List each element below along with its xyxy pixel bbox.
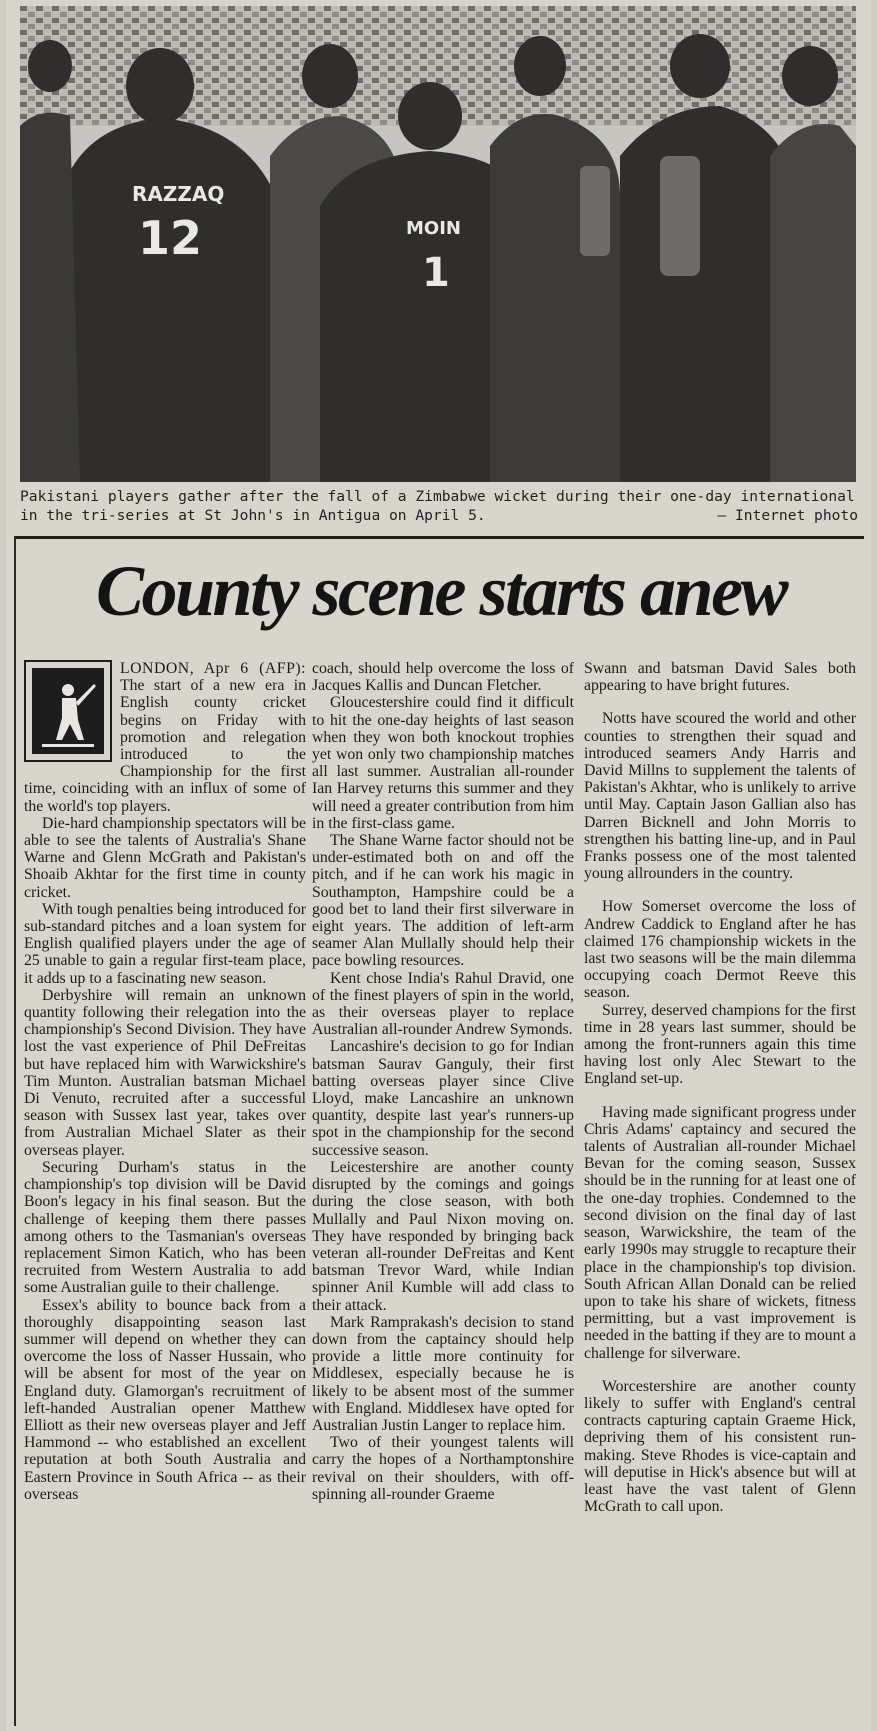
article-headline: County scene starts anew (95, 551, 787, 631)
jersey-center-name: MOIN (406, 218, 461, 239)
paragraph: The Shane Warne factor should not be under-estimated both on and off the pitch, and if he can work his magic in Southampton, Hampshire could be a good bet to land their first silverware in eight years. The addition of left-arm seamer Alan Mullally should help their pace bowling resources. (312, 832, 574, 970)
paragraph: Having made significant progress under Chris Adams' captaincy and secured the talents of Australian all-rounder Michael Bevan for the coming season, Sussex should be in the running for at least one of the one-day trophies. Condemned to the second division on the final day of last season, Warwickshire, the team of the early 1990s may struggle to recapture their place in the championship's top division. South African Allan Donald can be relied upon to take his share of wickets, fitness permitting, but a vast improvement is needed in the batting if they are to mount a challenge for silverware. (584, 1103, 856, 1362)
photo-credit: — Internet photo (717, 507, 858, 524)
paragraph: Leicestershire are another county disrupted by the comings and goings during the close season, with both Mullally and Paul Nixon moving on. They have responded by bringing back veteran all-rounder DeFreitas and Kent batsman Trevor Ward, while Indian spinner Anil Kumble will add class to their attack. (312, 1158, 574, 1314)
newspaper-page (6, 0, 871, 1731)
section-divider (14, 536, 864, 539)
jersey-center-number: 1 (422, 250, 450, 296)
paragraph: Swann and batsman David Sales both appearing to have bright futures. (584, 660, 856, 695)
paragraph: coach, should help overcome the loss of Jacques Kallis and Duncan Fletcher. (312, 660, 574, 695)
paragraph: Two of their youngest talents will carry the hopes of a Northamptonshire revival on their shoulders, with off-spinning all-rounder Graeme (312, 1434, 574, 1503)
paragraph: How Somerset overcome the loss of Andrew Caddick to England after he has claimed 176 championship wickets in the last two seasons will be the main dilemma occupying coach Dermot Reeve this season. (584, 898, 856, 1002)
paragraph: Die-hard championship spectators will be able to see the talents of Australia's Shane Warne and Glenn McGrath and Pakistan's Shoaib Akhtar for the first time in county cricket. (24, 814, 306, 901)
photo-caption (20, 487, 858, 525)
paragraph: Kent chose India's Rahul Dravid, one of the finest players of spin in the world, as their overseas player to replace Australian all-rounder Andrew Symonds. (312, 969, 574, 1039)
caption-text: Pakistani players gather after the fall of a Zimbabwe wicket during their one-day international in the tri-series at St John's in Antigua on April 5. (20, 488, 855, 524)
article-dateline: LONDON, Apr 6 (AFP): (120, 660, 306, 677)
paragraph: Surrey, deserved champions for the first time in 28 years last summer, should be among the front-runners again this time having lost only Alec Stewart to the England set-up. (584, 1001, 856, 1088)
article-column-2 (312, 660, 574, 1722)
paragraph: Notts have scoured the world and other counties to strengthen their squad and introduced seamers Andy Harris and David Millns to supplement the talents of Pakistan's Akhtar, who is unlikely to arrive until May. Captain Jason Gallian also has Darren Bicknell and John Morris to strengthen his batting line-up, and in Paul Franks possess one of the most talented young allrounders in the country. (584, 710, 856, 883)
paragraph: Worcestershire are another county likely to suffer with England's central contracts capturing captain Graeme Hick, depriving them of his consistent run-making. Steve Rhodes is vice-captain and will deputise in Hick's absence but will at least have the vast talent of Glenn McGrath to call upon. (584, 1377, 856, 1516)
news-photo (20, 6, 856, 482)
paragraph: The start of a new era in English county cricket begins on Friday with promotion and relegation introduced to the Championship for the first time, coinciding with an influx of some of the world's top players. (24, 677, 306, 815)
paragraph: Derbyshire will remain an unknown quantity following their relegation into the championship's Second Division. They have lost the vast experience of Phil DeFreitas but have replaced him with Warwickshire's Tim Munton. Australian batsman Michael Di Venuto, recruited after a successful season with Sussex last year, takes over from Australian Michael Slater as their overseas player. (24, 986, 306, 1159)
cricket-players-photo (20, 6, 856, 482)
article-column-3 (584, 660, 856, 1722)
article-column-1 (24, 660, 306, 1722)
paragraph: Mark Ramprakash's decision to stand down from the captaincy should help provide a little more continuity for Middlesex, especially because he is likely to be absent most of the summer with England. Middlesex have opted for Australian Justin Langer to replace him. (312, 1313, 574, 1434)
jersey-left-name: RAZZAQ (132, 182, 225, 206)
jersey-left-number: 12 (138, 211, 203, 265)
paragraph: Gloucestershire could find it difficult to hit the one-day heights of last season when they won both knockout trophies yet won only two championship matches all last summer. Australian all-rounder Ian Harvey returns this summer and they will need a greater contribution from him in the first-class game. (312, 694, 574, 832)
column-border (14, 536, 16, 1726)
cricket-batsman-icon (24, 660, 112, 762)
paragraph: Essex's ability to bounce back from a thoroughly disappointing season last summer will depend on whether they can overcome the loss of Nasser Hussain, who will be absent for most of the year on England duty. Glamorgan's recruitment of left-handed Australian opener Matthew Elliott as their new overseas player and Jeff Hammond -- who established an excellent reputation at both South Australia and Eastern Province in South Africa -- as their overseas (24, 1296, 306, 1503)
paragraph: With tough penalties being introduced for sub-standard pitches and a loan system for English qualified players under the age of 25 unable to gain a regular first-team place, it adds up to a fascinating new season. (24, 900, 306, 987)
paragraph: Securing Durham's status in the championship's top division will be David Boon's legacy in his final season. But the challenge of keeping them there passes among others to the Tasmanian's overseas replacement Simon Katich, who has been recruited from Western Australia to add some Australian guile to their challenge. (24, 1158, 306, 1297)
paragraph: Lancashire's decision to go for Indian batsman Saurav Ganguly, their first batting overseas player since Clive Lloyd, make Lancashire an unknown quantity, despite last year's runners-up spot in the championship for the second successive season. (312, 1038, 574, 1159)
